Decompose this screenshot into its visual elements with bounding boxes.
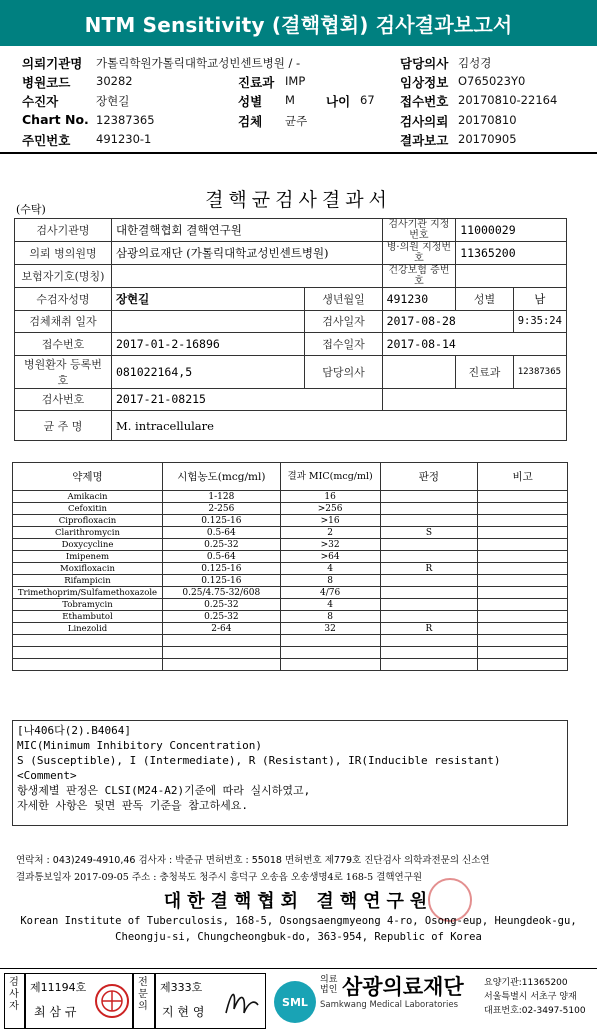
empty-cell [382, 388, 566, 411]
insured-no-value [456, 265, 567, 288]
col-header-drug: 약제명 [13, 463, 163, 491]
request-label: 검사의뢰 [400, 114, 449, 129]
interpretation [380, 575, 478, 587]
table-row [13, 575, 568, 587]
mic-result: 2 [280, 527, 380, 539]
insured-label: 보험자기호(명칭) [15, 265, 112, 288]
brand-prefix-2: 법인 [320, 985, 338, 995]
specimen-value: 균주 [285, 114, 308, 128]
mic-result: 8 [280, 575, 380, 587]
sex-value: M [285, 93, 295, 107]
collect-value [111, 310, 304, 333]
receipt-no-value: 20170810-22164 [458, 93, 558, 107]
dept-value-form: 12387365 [513, 355, 566, 388]
table-row [13, 599, 568, 611]
table-row [13, 659, 568, 671]
brand-prefix [320, 975, 337, 995]
brand-prefix-1: 의료 [320, 975, 338, 985]
institute-address-en-2: Cheongju-si, Chungcheongbuk-do, 363-954, Republic of Korea [115, 931, 482, 943]
test-concentration: 2-256 [162, 503, 280, 515]
tester-seal-icon [92, 977, 132, 1025]
test-concentration: 2-64 [162, 623, 280, 635]
lab-name-label: 검사기관명 [15, 219, 112, 242]
specimen-label: 검체 [238, 114, 263, 129]
test-concentration: 0.25-32 [162, 539, 280, 551]
table-row [13, 515, 568, 527]
remark [478, 659, 568, 671]
receipt-label: 접수번호 [15, 333, 112, 356]
test-concentration: 0.25-32 [162, 599, 280, 611]
interpretation [380, 491, 478, 503]
mic-result: 4/76 [280, 587, 380, 599]
test-time-value: 9:35:24 [513, 310, 566, 333]
divider [132, 973, 134, 1029]
testno-label: 검사번호 [15, 388, 112, 411]
reg-value: 081022164,5 [111, 355, 304, 388]
insured-value [111, 265, 382, 288]
specialist-name: 지 현 영 [162, 1005, 205, 1019]
patient-info-table [14, 218, 567, 441]
brand-phone: 대표번호:02-3497-5100 [484, 1006, 586, 1016]
footer-contact: 연락처 : 043)249-4910,46 검사자 : 박준규 면허번호 : 55018 면허번호 제779호 진단검사 의학과전문의 신소연 [16, 855, 490, 866]
report-header [0, 50, 597, 150]
tester-role-label: 검사자 [9, 977, 19, 1012]
provider-code: 요양기관:11365200 [484, 978, 568, 988]
table-row [13, 503, 568, 515]
col-header-mic: 결과 MIC(mcg/ml) [280, 463, 380, 491]
interpretation [380, 599, 478, 611]
comment-line-5: 자세한 사항은 뒷면 판독 기준을 참고하세요. [17, 799, 249, 812]
divider [24, 973, 26, 1029]
testno-value: 2017-21-08215 [111, 388, 382, 411]
report-title: NTM Sensitivity (결핵협회) 검사결과보고서 [84, 12, 513, 37]
hosp-no-value: 11365200 [456, 242, 567, 265]
sensitivity-table [12, 462, 568, 671]
institute-name: 대한결핵협회 결핵연구원 [163, 891, 434, 912]
subject-label: 수검자성명 [15, 288, 112, 311]
sml-logo-icon [272, 979, 318, 1025]
interpretation: S [380, 527, 478, 539]
remark [478, 515, 568, 527]
subject-value: 장현길 [111, 288, 304, 311]
comment-code: [나406다(2).B4064] [17, 724, 131, 737]
table-row [13, 635, 568, 647]
remark [478, 647, 568, 659]
drug-name [13, 659, 163, 671]
table-row [13, 611, 568, 623]
divider [154, 973, 156, 1029]
test-concentration: 0.5-64 [162, 527, 280, 539]
comment-line-4: 항생제별 판정은 CLSI(M24-A2)기준에 따라 실시하였고, [17, 784, 311, 797]
institution-value: 가톨릭학원가톨릭대학교성빈센트병원 / - [96, 56, 301, 70]
doctor-label: 담당의사 [400, 56, 449, 71]
table-row [13, 563, 568, 575]
interpretation [380, 551, 478, 563]
interpretation: R [380, 623, 478, 635]
doctor-label-form: 담당의사 [305, 355, 382, 388]
signature-footer [0, 968, 597, 1034]
birth-label: 생년월일 [305, 288, 382, 311]
test-concentration [162, 659, 280, 671]
interpretation [380, 635, 478, 647]
doctor-value-form [382, 355, 456, 388]
institution-label: 의뢰기관명 [22, 56, 83, 71]
table-row [13, 551, 568, 563]
remark [478, 491, 568, 503]
drug-name: Ciprofloxacin [13, 515, 163, 527]
specialist-license: 제333호 [160, 981, 203, 994]
dept-label: 진료과 [238, 75, 275, 90]
hosp-no-label: 병·의원 지정번호 [382, 242, 456, 265]
remark [478, 635, 568, 647]
drug-name [13, 647, 163, 659]
drug-name: Rifampicin [13, 575, 163, 587]
table-row [13, 539, 568, 551]
table-row [13, 623, 568, 635]
mic-result: 32 [280, 623, 380, 635]
test-concentration: 0.5-64 [162, 551, 280, 563]
scanned-report [0, 160, 597, 970]
mic-result [280, 647, 380, 659]
hospital-code-value: 30282 [96, 74, 133, 88]
collect-label: 검체채취 일자 [15, 310, 112, 333]
interpretation: R [380, 563, 478, 575]
mic-result: >64 [280, 551, 380, 563]
drug-name: Trimethoprim/Sulfamethoxazole [13, 587, 163, 599]
strain-label: 균 주 명 [15, 411, 112, 441]
clinical-info-value: O765023Y0 [458, 74, 526, 88]
test-date-label: 검사일자 [305, 310, 382, 333]
drug-name [13, 635, 163, 647]
col-header-remark: 비고 [478, 463, 568, 491]
table-row [13, 647, 568, 659]
resident-label: 주민번호 [22, 133, 71, 148]
drug-name: Tobramycin [13, 599, 163, 611]
birth-value: 491230 [382, 288, 456, 311]
table-row [13, 491, 568, 503]
brand-english: Samkwang Medical Laboratories [320, 1000, 459, 1010]
report-title-bar [0, 0, 597, 46]
sex-label: 성별 [238, 94, 263, 109]
comment-line-2: S (Susceptible), I (Intermediate), R (Resistant), IR(Inducible resistant) [17, 754, 501, 767]
strain-value: M. intracellulare [111, 411, 566, 441]
mic-result: >16 [280, 515, 380, 527]
resident-value: 491230-1 [96, 132, 152, 146]
comment-box [12, 720, 568, 826]
col-header-concentration: 시험농도(mcg/ml) [162, 463, 280, 491]
mic-result: >256 [280, 503, 380, 515]
mic-result: 16 [280, 491, 380, 503]
drug-name: Ethambutol [13, 611, 163, 623]
chart-label: Chart No. [22, 112, 89, 127]
table-row [13, 527, 568, 539]
remark [478, 527, 568, 539]
signature-icon [222, 983, 262, 1023]
interpretation [380, 515, 478, 527]
suteuk-label: (수탁) [16, 203, 46, 216]
receipt-date-label: 접수일자 [305, 333, 382, 356]
test-concentration: 0.25-32 [162, 611, 280, 623]
mic-result: 4 [280, 599, 380, 611]
interpretation [380, 647, 478, 659]
report-value: 20170905 [458, 132, 517, 146]
remark [478, 551, 568, 563]
hosp-value: 삼광의료재단 (가톨릭대학교성빈센트병원) [111, 242, 382, 265]
brand-address: 서울특별시 서초구 양재 [484, 992, 577, 1002]
institute-address-en-1: Korean Institute of Tuberculosis, 168-5, Osongsaengmyeong 4-ro, Osong-eup, Heungdeok-gu, [20, 915, 577, 927]
remark [478, 503, 568, 515]
chart-value: 12387365 [96, 113, 155, 127]
sex-value-form: 남 [513, 288, 566, 311]
tester-license: 제11194호 [30, 981, 87, 994]
specialist-role-label: 전문의 [138, 977, 148, 1012]
footer-address: 결과통보일자 2017-09-05 주소 : 충청북도 청주시 흥덕구 오송읍 오송생명4로 168-5 결핵연구원 [16, 872, 423, 883]
hosp-label: 의뢰 병의원명 [15, 242, 112, 265]
interpretation [380, 503, 478, 515]
mic-result: 8 [280, 611, 380, 623]
drug-name: Imipenem [13, 551, 163, 563]
tester-name: 최 삼 규 [34, 1005, 77, 1019]
test-concentration [162, 647, 280, 659]
receipt-no-label: 접수번호 [400, 94, 449, 109]
dept-value: IMP [285, 74, 306, 88]
test-date-value: 2017-08-28 [382, 310, 513, 333]
brand-name: 삼광의료재단 [342, 975, 464, 999]
hospital-code-label: 병원코드 [22, 75, 71, 90]
insured-no-label: 건강보험 증번호 [382, 265, 456, 288]
interpretation [380, 539, 478, 551]
interpretation [380, 587, 478, 599]
test-concentration [162, 635, 280, 647]
drug-name: Moxifloxacin [13, 563, 163, 575]
mic-result: 4 [280, 563, 380, 575]
report-label: 결과보고 [400, 133, 449, 148]
drug-name: Cefoxitin [13, 503, 163, 515]
test-concentration: 0.125-16 [162, 575, 280, 587]
receipt-date-value: 2017-08-14 [382, 333, 566, 356]
mic-result [280, 659, 380, 671]
drug-name: Doxycycline [13, 539, 163, 551]
age-value: 67 [360, 93, 375, 107]
patient-label: 수진자 [22, 94, 59, 109]
patient-value: 장현길 [96, 94, 130, 108]
sex-label-form: 성별 [456, 288, 513, 311]
remark [478, 575, 568, 587]
test-concentration: 0.25/4.75-32/608 [162, 587, 280, 599]
remark [478, 611, 568, 623]
remark [478, 587, 568, 599]
lab-no-value: 11000029 [456, 219, 567, 242]
svg-text:SML: SML [282, 996, 308, 1009]
table-row [13, 587, 568, 599]
test-concentration: 0.125-16 [162, 515, 280, 527]
header-divider [0, 152, 597, 154]
dept-label-form: 진료과 [456, 355, 513, 388]
lab-no-label: 검사기관 지정번호 [382, 219, 456, 242]
test-concentration: 0.125-16 [162, 563, 280, 575]
test-concentration: 1-128 [162, 491, 280, 503]
mic-result [280, 635, 380, 647]
comment-line-1: MIC(Minimum Inhibitory Concentration) [17, 739, 263, 752]
drug-name: Clarithromycin [13, 527, 163, 539]
comment-line-3: <Comment> [17, 769, 77, 782]
age-label: 나이 [326, 94, 351, 109]
drug-name: Linezolid [13, 623, 163, 635]
doctor-value: 김성경 [458, 56, 492, 70]
request-value: 20170810 [458, 113, 517, 127]
mic-result: >32 [280, 539, 380, 551]
remark [478, 623, 568, 635]
reg-label: 병원환자 등록번호 [15, 355, 112, 388]
drug-name: Amikacin [13, 491, 163, 503]
lab-name-value: 대한결핵협회 결핵연구원 [111, 219, 382, 242]
remark [478, 563, 568, 575]
scan-title: 결핵균검사결과서 [205, 189, 392, 211]
remark [478, 599, 568, 611]
remark [478, 539, 568, 551]
col-header-interpretation: 판정 [380, 463, 478, 491]
interpretation [380, 659, 478, 671]
receipt-value: 2017-01-2-16896 [111, 333, 304, 356]
interpretation [380, 611, 478, 623]
clinical-info-label: 임상정보 [400, 75, 449, 90]
